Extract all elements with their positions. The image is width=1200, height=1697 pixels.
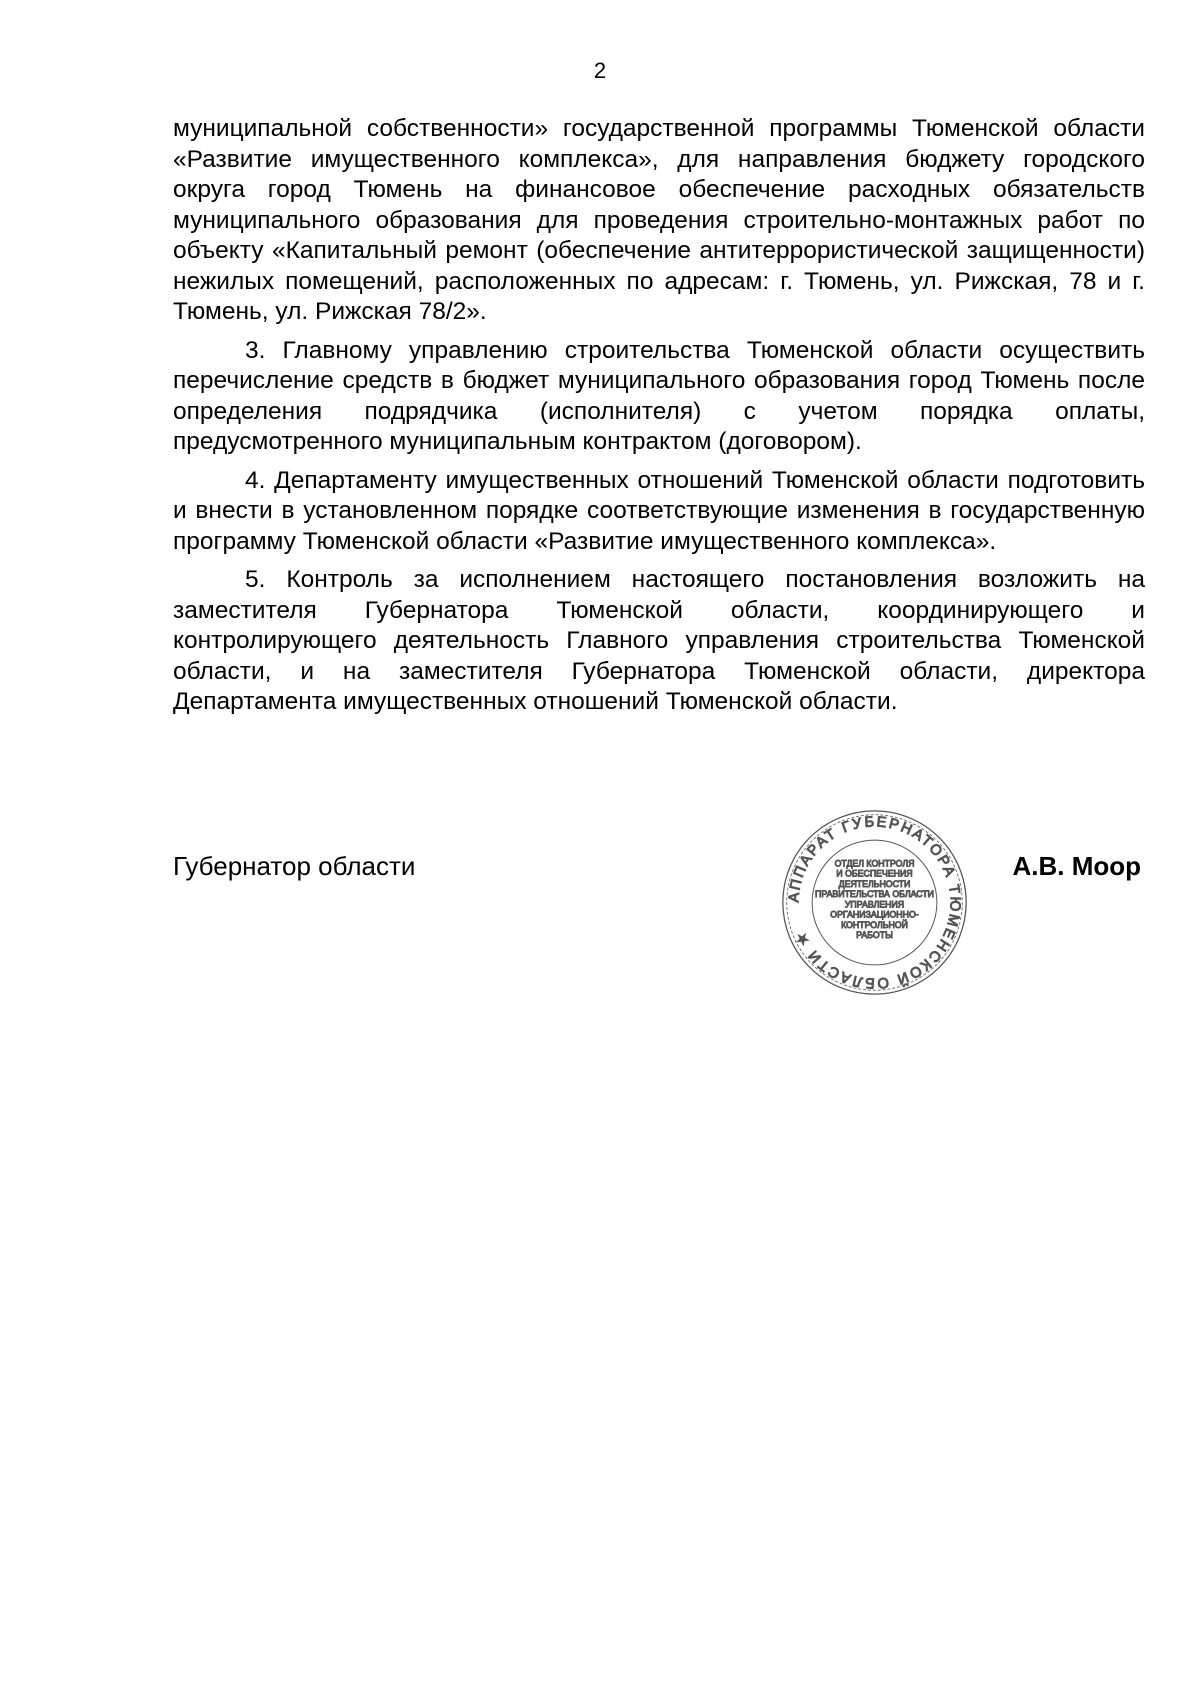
document-body — [173, 114, 1145, 726]
stamp-inner-line: КОНТРОЛЬНОЙ — [841, 919, 908, 930]
paragraph-item-5: 5. Контроль за исполнением настоящего постановления возложить на заместителя Губернатора Тюменской области, координирующего и контролирующего деятельность Главного управления строительства Тюменской области, и на заместителя Губернатора Тюменской области, директора Департамента имущественных отношений Тюменской области. — [173, 566, 1145, 715]
stamp-inner-line: РАБОТЫ — [856, 930, 893, 941]
official-stamp — [777, 805, 972, 1000]
stamp-inner-line: ОТДЕЛ КОНТРОЛЯ — [834, 858, 915, 869]
stamp-inner-line: И ОБЕСПЕЧЕНИЯ — [836, 868, 913, 879]
page-number: 2 — [593, 58, 607, 83]
stamp-outer-text: АППАРАТ ГУБЕРНАТОРА ТЮМЕНСКОЙ ОБЛАСТИ ★ — [786, 814, 963, 991]
stamp-inner-line: ОРГАНИЗАЦИОННО- — [830, 909, 919, 920]
stamp-inner-line: УПРАВЛЕНИЯ — [844, 899, 905, 910]
paragraph-item-4: 4. Департаменту имущественных отношений Тюменской области подготовить и внести в установленном порядке соответствующие изменения в государственную программу Тюменской области «Развитие имущественного комплекса». — [173, 466, 1145, 555]
signatory-name: А.В. Моор — [1012, 851, 1141, 881]
stamp-inner-text — [815, 858, 934, 940]
signature-block — [173, 850, 1145, 890]
stamp-inner-line: ПРАВИТЕЛЬСТВА ОБЛАСТИ — [815, 889, 934, 900]
signatory-position: Губернатор области — [173, 851, 416, 881]
paragraph-item-3: 3. Главному управлению строительства Тюменской области осуществить перечисление средств в бюджет муниципального образования город Тюмень после определения подрядчика (исполнителя) с учетом порядка оплаты, предусмотренного муниципальным контрактом (договором). — [173, 336, 1145, 455]
paragraph-continuation: муниципальной собственности» государственной программы Тюменской области «Развитие имущественного комплекса», для направления бюджету городского округа город Тюмень на финансовое обеспечение расходных обязательств муниципального образования для проведения строительно-монтажных работ по объекту «Капитальный ремонт (обеспечение антитеррористической защищенности) нежилых помещений, расположенных по адресам: г. Тюмень, ул. Рижская, 78 и г. Тюмень, ул. Рижская 78/2». — [173, 115, 1145, 325]
stamp-inner-line: ДЕЯТЕЛЬНОСТИ — [838, 878, 911, 889]
